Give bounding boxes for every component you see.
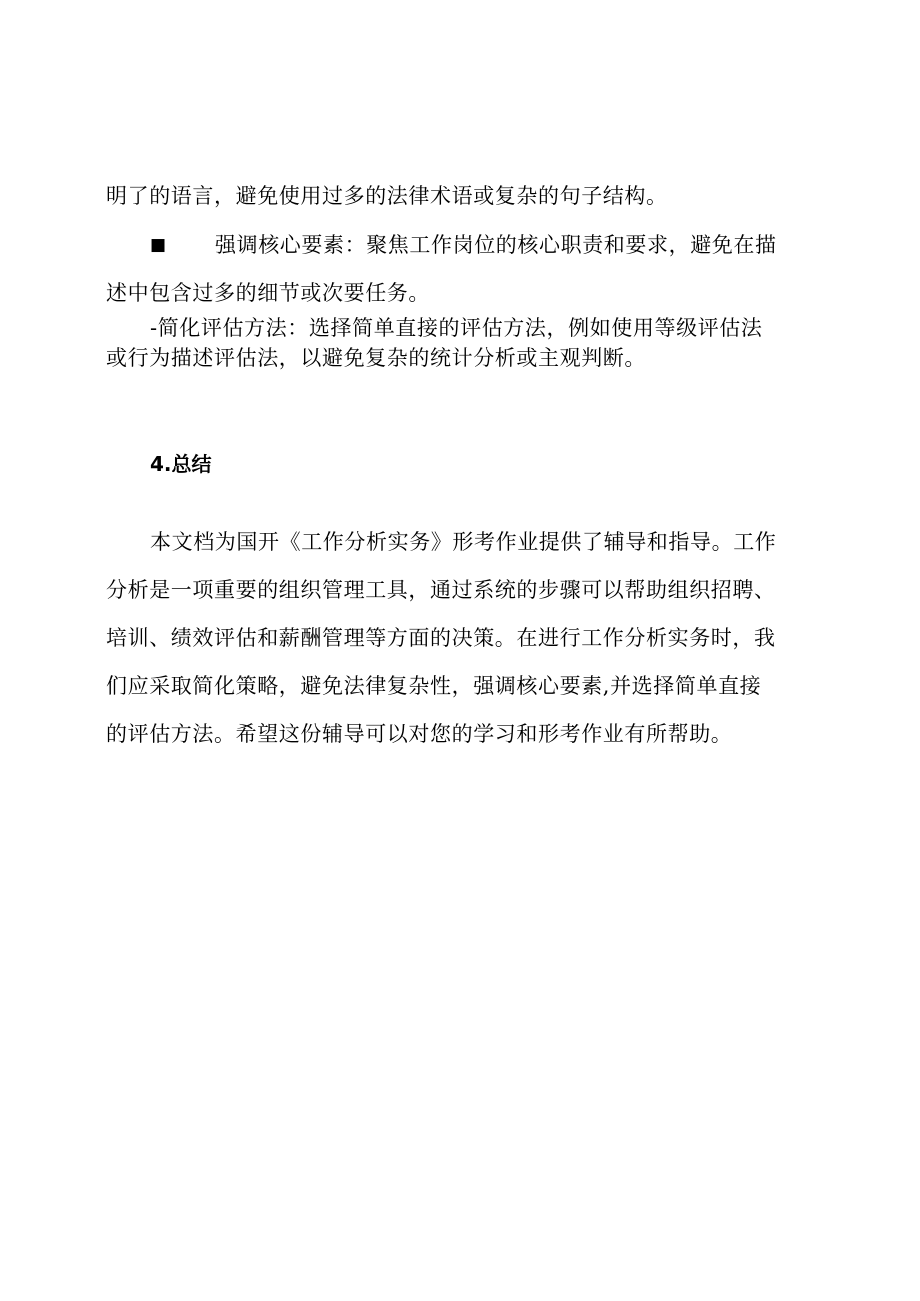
- section-heading: 4.总结: [150, 452, 212, 476]
- square-bullet-icon: ■: [150, 235, 167, 255]
- bullet-item-line-2: 述中包含过多的细节或次要任务。: [106, 281, 430, 305]
- dash-item-line-2: 或行为描述评估法，以避免复杂的统计分析或主观判断。: [106, 346, 646, 370]
- intro-continuation-line: 明了的语言，避免使用过多的法律术语或复杂的句子结构。: [106, 184, 668, 208]
- summary-line-2: 分析是一项重要的组织管理工具，通过系统的步骤可以帮助组织招聘、: [106, 578, 776, 602]
- dash-item-line-1: -简化评估方法：选择简单直接的评估方法，例如使用等级评估法: [150, 316, 763, 340]
- summary-line-3: 培训、绩效评估和薪酬管理等方面的决策。在进行工作分析实务时，我: [106, 626, 776, 650]
- summary-line-1: 本文档为国开《工作分析实务》形考作业提供了辅导和指导。工作: [150, 530, 777, 554]
- summary-line-4: 们应采取简化策略，避免法律复杂性，强调核心要素,并选择简单直接: [106, 674, 762, 698]
- bullet-item-line-1: 强调核心要素：聚焦工作岗位的核心职责和要求，避免在描: [215, 233, 777, 257]
- summary-line-5: 的评估方法。希望这份辅导可以对您的学习和形考作业有所帮助。: [106, 722, 733, 746]
